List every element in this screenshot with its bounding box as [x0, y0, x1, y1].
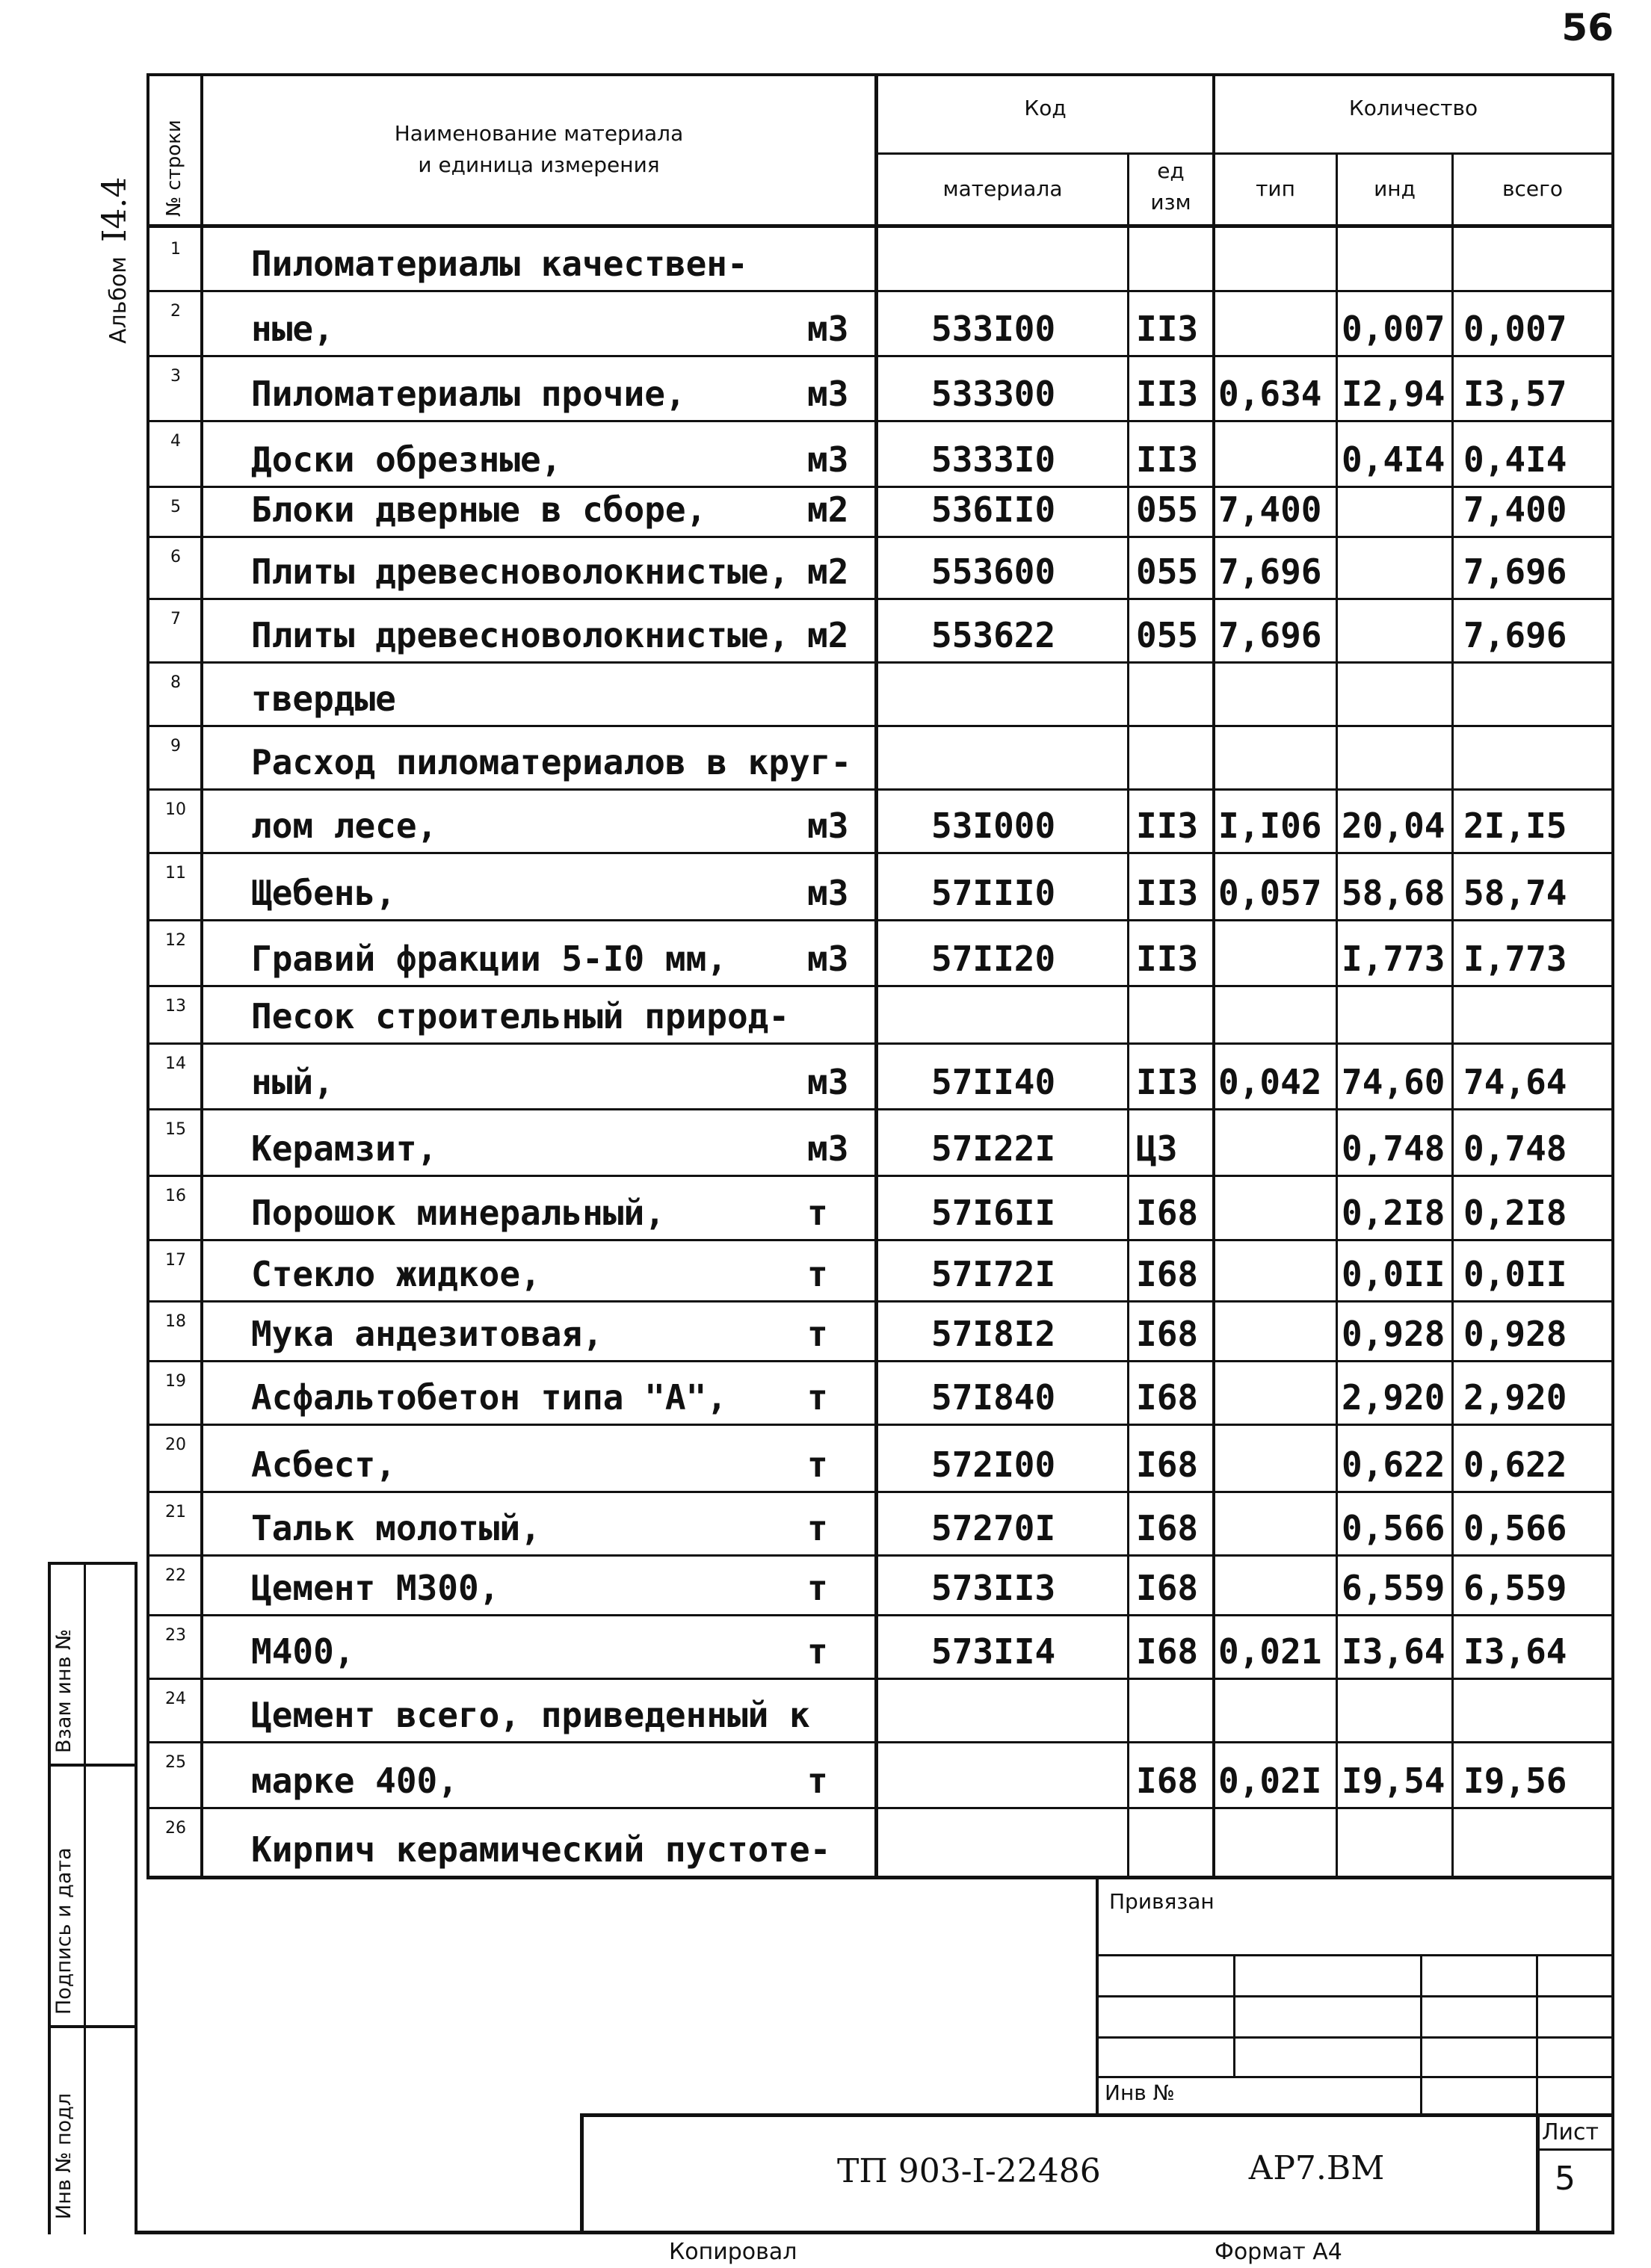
cell-n: 26 — [165, 1819, 186, 1838]
cell-n: 18 — [165, 1312, 186, 1331]
cell-ind: 20,04 — [1342, 806, 1445, 846]
cell-ind: 0,0II — [1342, 1254, 1445, 1294]
header-total: всего — [1502, 176, 1563, 201]
cell-total: 0,007 — [1463, 309, 1567, 349]
cell-code: 57I840 — [931, 1377, 1056, 1418]
format-label: Формат А4 — [1215, 2239, 1342, 2265]
cell-name: Асфальтобетон типа "А", — [251, 1377, 727, 1418]
cell-name: Расход пиломатериалов в круг- — [251, 742, 852, 782]
cell-ind: 0,748 — [1342, 1128, 1445, 1169]
cell-code: 573II4 — [931, 1631, 1056, 1672]
cell-name: Пиломатериалы качествен- — [251, 244, 748, 284]
cell-n: 7 — [170, 610, 181, 628]
cell-code: 57270I — [931, 1508, 1056, 1548]
cell-ed: II3 — [1136, 309, 1199, 349]
cell-typ: 7,696 — [1218, 551, 1322, 592]
cell-name: М400, — [251, 1631, 355, 1672]
cell-total: 6,559 — [1463, 1568, 1567, 1608]
cell-name: лом лесе, — [251, 806, 438, 846]
cell-total: 58,74 — [1463, 873, 1567, 913]
cell-code: 53I000 — [931, 806, 1056, 846]
cell-total: 2I,I5 — [1463, 806, 1567, 846]
cell-unit: м2 — [807, 551, 849, 592]
cell-n: 12 — [165, 931, 186, 950]
cell-total: 7,696 — [1463, 615, 1567, 655]
cell-unit: т — [807, 1508, 828, 1548]
cell-ind: 0,2I8 — [1342, 1193, 1445, 1233]
cell-name: Мука андезитовая, — [251, 1314, 603, 1354]
cell-total: I,773 — [1463, 939, 1567, 979]
cell-ind: 0,622 — [1342, 1444, 1445, 1485]
cell-code: 573II3 — [931, 1568, 1056, 1608]
cell-ind: 74,60 — [1342, 1062, 1445, 1102]
cell-typ: 7,400 — [1218, 489, 1322, 530]
cell-unit: м3 — [807, 374, 849, 414]
cell-code: 57III0 — [931, 873, 1056, 913]
cell-ed: I68 — [1136, 1444, 1199, 1485]
cell-total: I3,64 — [1463, 1631, 1567, 1672]
cell-unit: м2 — [807, 615, 849, 655]
header-quantity: Количество — [1348, 96, 1478, 120]
attached-label: Привязан — [1109, 1889, 1215, 1914]
cell-name: твердые — [251, 679, 396, 719]
cell-ed: I68 — [1136, 1508, 1199, 1548]
cell-n: 23 — [165, 1626, 186, 1645]
header-code: Код — [1024, 96, 1067, 120]
cell-name: марке 400, — [251, 1761, 458, 1801]
cell-name: Асбест, — [251, 1444, 396, 1485]
cell-n: 10 — [165, 800, 186, 819]
header-name-2: и единица измерения — [418, 152, 660, 177]
cell-code: 536II0 — [931, 489, 1056, 530]
cell-typ: I,I06 — [1218, 806, 1322, 846]
cell-unit: м3 — [807, 439, 849, 480]
cell-ed: II3 — [1136, 439, 1199, 480]
cell-ed: 055 — [1136, 489, 1199, 530]
cell-name: Песок строительный природ- — [251, 996, 790, 1036]
cell-name: Блоки дверные в сборе, — [251, 489, 707, 530]
cell-ed: II3 — [1136, 806, 1199, 846]
header-ind: инд — [1374, 176, 1416, 201]
cell-ind: 0,566 — [1342, 1508, 1445, 1548]
cell-unit: м3 — [807, 939, 849, 979]
cell-unit: т — [807, 1377, 828, 1418]
cell-code: 553622 — [931, 615, 1056, 655]
cell-code: 57I6II — [931, 1193, 1056, 1233]
cell-ind: I9,54 — [1342, 1761, 1445, 1801]
cell-total: 0,622 — [1463, 1444, 1567, 1485]
cell-typ: 7,696 — [1218, 615, 1322, 655]
cell-unit: м3 — [807, 309, 849, 349]
cell-total: 7,400 — [1463, 489, 1567, 530]
cell-ind: 6,559 — [1342, 1568, 1445, 1608]
cell-n: 24 — [165, 1690, 186, 1708]
cell-ind: 0,928 — [1342, 1314, 1445, 1354]
cell-name: ный, — [251, 1062, 334, 1102]
cell-unit: м2 — [807, 489, 849, 530]
cell-ed: I68 — [1136, 1314, 1199, 1354]
cell-n: 22 — [165, 1566, 186, 1585]
header-unit-2: изм — [1150, 190, 1191, 214]
cell-n: 14 — [165, 1054, 186, 1073]
cell-ind: 58,68 — [1342, 873, 1445, 913]
cell-ind: 0,007 — [1342, 309, 1445, 349]
header-row-no: № строки — [163, 120, 185, 217]
cell-typ: 0,021 — [1218, 1631, 1322, 1672]
cell-total: 0,0II — [1463, 1254, 1567, 1294]
cell-n: 21 — [165, 1503, 186, 1521]
header-name-1: Наименование материала — [394, 121, 684, 146]
cell-typ: 0,634 — [1218, 374, 1322, 414]
header-material: материала — [942, 176, 1063, 201]
cell-ed: II3 — [1136, 939, 1199, 979]
cell-unit: м3 — [807, 1128, 849, 1169]
cell-total: I9,56 — [1463, 1761, 1567, 1801]
cell-n: 1 — [170, 240, 181, 259]
cell-n: 13 — [165, 997, 186, 1016]
cell-n: 4 — [170, 432, 181, 451]
cell-name: Гравий фракции 5-I0 мм, — [251, 939, 727, 979]
cell-name: Кирпич керамический пустоте- — [251, 1829, 831, 1870]
cell-name: Тальк молотый, — [251, 1508, 541, 1548]
cell-ed: 055 — [1136, 615, 1199, 655]
vzam-inv-label: Взам инв № — [52, 1628, 75, 1753]
cell-name: Цемент М300, — [251, 1568, 500, 1608]
cell-total: 0,748 — [1463, 1128, 1567, 1169]
cell-typ: 0,02I — [1218, 1761, 1322, 1801]
album-label: Альбом I4.4 — [96, 176, 134, 344]
cell-code: 533I00 — [931, 309, 1056, 349]
header-unit-1: ед — [1157, 158, 1185, 183]
cell-n: 20 — [165, 1436, 186, 1454]
cell-total: 74,64 — [1463, 1062, 1567, 1102]
cell-ind: 0,4I4 — [1342, 439, 1445, 480]
cell-ed: I68 — [1136, 1761, 1199, 1801]
copied-label: Копировал — [669, 2239, 797, 2265]
cell-code: 57I8I2 — [931, 1314, 1056, 1354]
cell-unit: т — [807, 1254, 828, 1294]
cell-ed: II3 — [1136, 873, 1199, 913]
cell-ed: II3 — [1136, 1062, 1199, 1102]
cell-n: 15 — [165, 1120, 186, 1139]
cell-n: 2 — [170, 302, 181, 321]
document-mark: АР7.ВМ — [1248, 2149, 1385, 2187]
page-number: 56 — [1561, 6, 1614, 49]
sign-date-label: Подпись и дата — [52, 1847, 75, 2015]
cell-unit: т — [807, 1761, 828, 1801]
cell-n: 17 — [165, 1251, 186, 1270]
cell-code: 553600 — [931, 551, 1056, 592]
cell-n: 9 — [170, 737, 181, 756]
cell-total: 0,4I4 — [1463, 439, 1567, 480]
cell-unit: т — [807, 1568, 828, 1608]
cell-unit: м3 — [807, 806, 849, 846]
cell-total: 7,696 — [1463, 551, 1567, 592]
cell-code: 572I00 — [931, 1444, 1056, 1485]
cell-unit: м3 — [807, 1062, 849, 1102]
cell-unit: м3 — [807, 873, 849, 913]
cell-ind: I,773 — [1342, 939, 1445, 979]
cell-name: Керамзит, — [251, 1128, 438, 1169]
cell-name: Цемент всего, приведенный к — [251, 1695, 810, 1735]
cell-ed: II3 — [1136, 374, 1199, 414]
cell-total: 0,2I8 — [1463, 1193, 1567, 1233]
header-typ: тип — [1256, 176, 1295, 201]
cell-n: 3 — [170, 367, 181, 386]
cell-code: 5333I0 — [931, 439, 1056, 480]
cell-name: Плиты древесноволокнистые, — [251, 615, 790, 655]
cell-total: I3,57 — [1463, 374, 1567, 414]
cell-name: Стекло жидкое, — [251, 1254, 541, 1294]
document-code: ТП 903-I-22486 — [837, 2152, 1101, 2190]
sheet-label: Лист — [1542, 2119, 1599, 2145]
cell-code: 57II20 — [931, 939, 1056, 979]
cell-ed: I68 — [1136, 1254, 1199, 1294]
cell-unit: т — [807, 1193, 828, 1233]
cell-n: 25 — [165, 1753, 186, 1772]
cell-code: 533300 — [931, 374, 1056, 414]
cell-typ: 0,042 — [1218, 1062, 1322, 1102]
cell-n: 6 — [170, 548, 181, 566]
cell-ed: I68 — [1136, 1193, 1199, 1233]
cell-unit: т — [807, 1631, 828, 1672]
cell-ed: I68 — [1136, 1568, 1199, 1608]
cell-unit: т — [807, 1314, 828, 1354]
cell-name: Порошок минеральный, — [251, 1193, 665, 1233]
cell-ed: 055 — [1136, 551, 1199, 592]
inv-no-label: Инв № — [1105, 2080, 1175, 2105]
cell-name: Щебень, — [251, 873, 396, 913]
cell-ind: I3,64 — [1342, 1631, 1445, 1672]
inv-podl-label: Инв № подл — [52, 2092, 75, 2219]
cell-code: 57I22I — [931, 1128, 1056, 1169]
cell-n: 19 — [165, 1372, 186, 1391]
cell-n: 5 — [170, 498, 181, 516]
cell-code: 57II40 — [931, 1062, 1056, 1102]
cell-ed: ЦЗ — [1136, 1128, 1178, 1169]
cell-n: 11 — [165, 864, 186, 883]
cell-name: ные, — [251, 309, 334, 349]
cell-unit: т — [807, 1444, 828, 1485]
cell-total: 2,920 — [1463, 1377, 1567, 1418]
cell-name: Пиломатериалы прочие, — [251, 374, 686, 414]
cell-ind: 2,920 — [1342, 1377, 1445, 1418]
cell-total: 0,566 — [1463, 1508, 1567, 1548]
cell-typ: 0,057 — [1218, 873, 1322, 913]
cell-n: 16 — [165, 1187, 186, 1205]
cell-ind: I2,94 — [1342, 374, 1445, 414]
cell-name: Плиты древесноволокнистые, — [251, 551, 790, 592]
cell-ed: I68 — [1136, 1377, 1199, 1418]
sheet-number: 5 — [1555, 2160, 1576, 2198]
cell-total: 0,928 — [1463, 1314, 1567, 1354]
cell-n: 8 — [170, 673, 181, 692]
cell-ed: I68 — [1136, 1631, 1199, 1672]
cell-code: 57I72I — [931, 1254, 1056, 1294]
cell-name: Доски обрезные, — [251, 439, 562, 480]
